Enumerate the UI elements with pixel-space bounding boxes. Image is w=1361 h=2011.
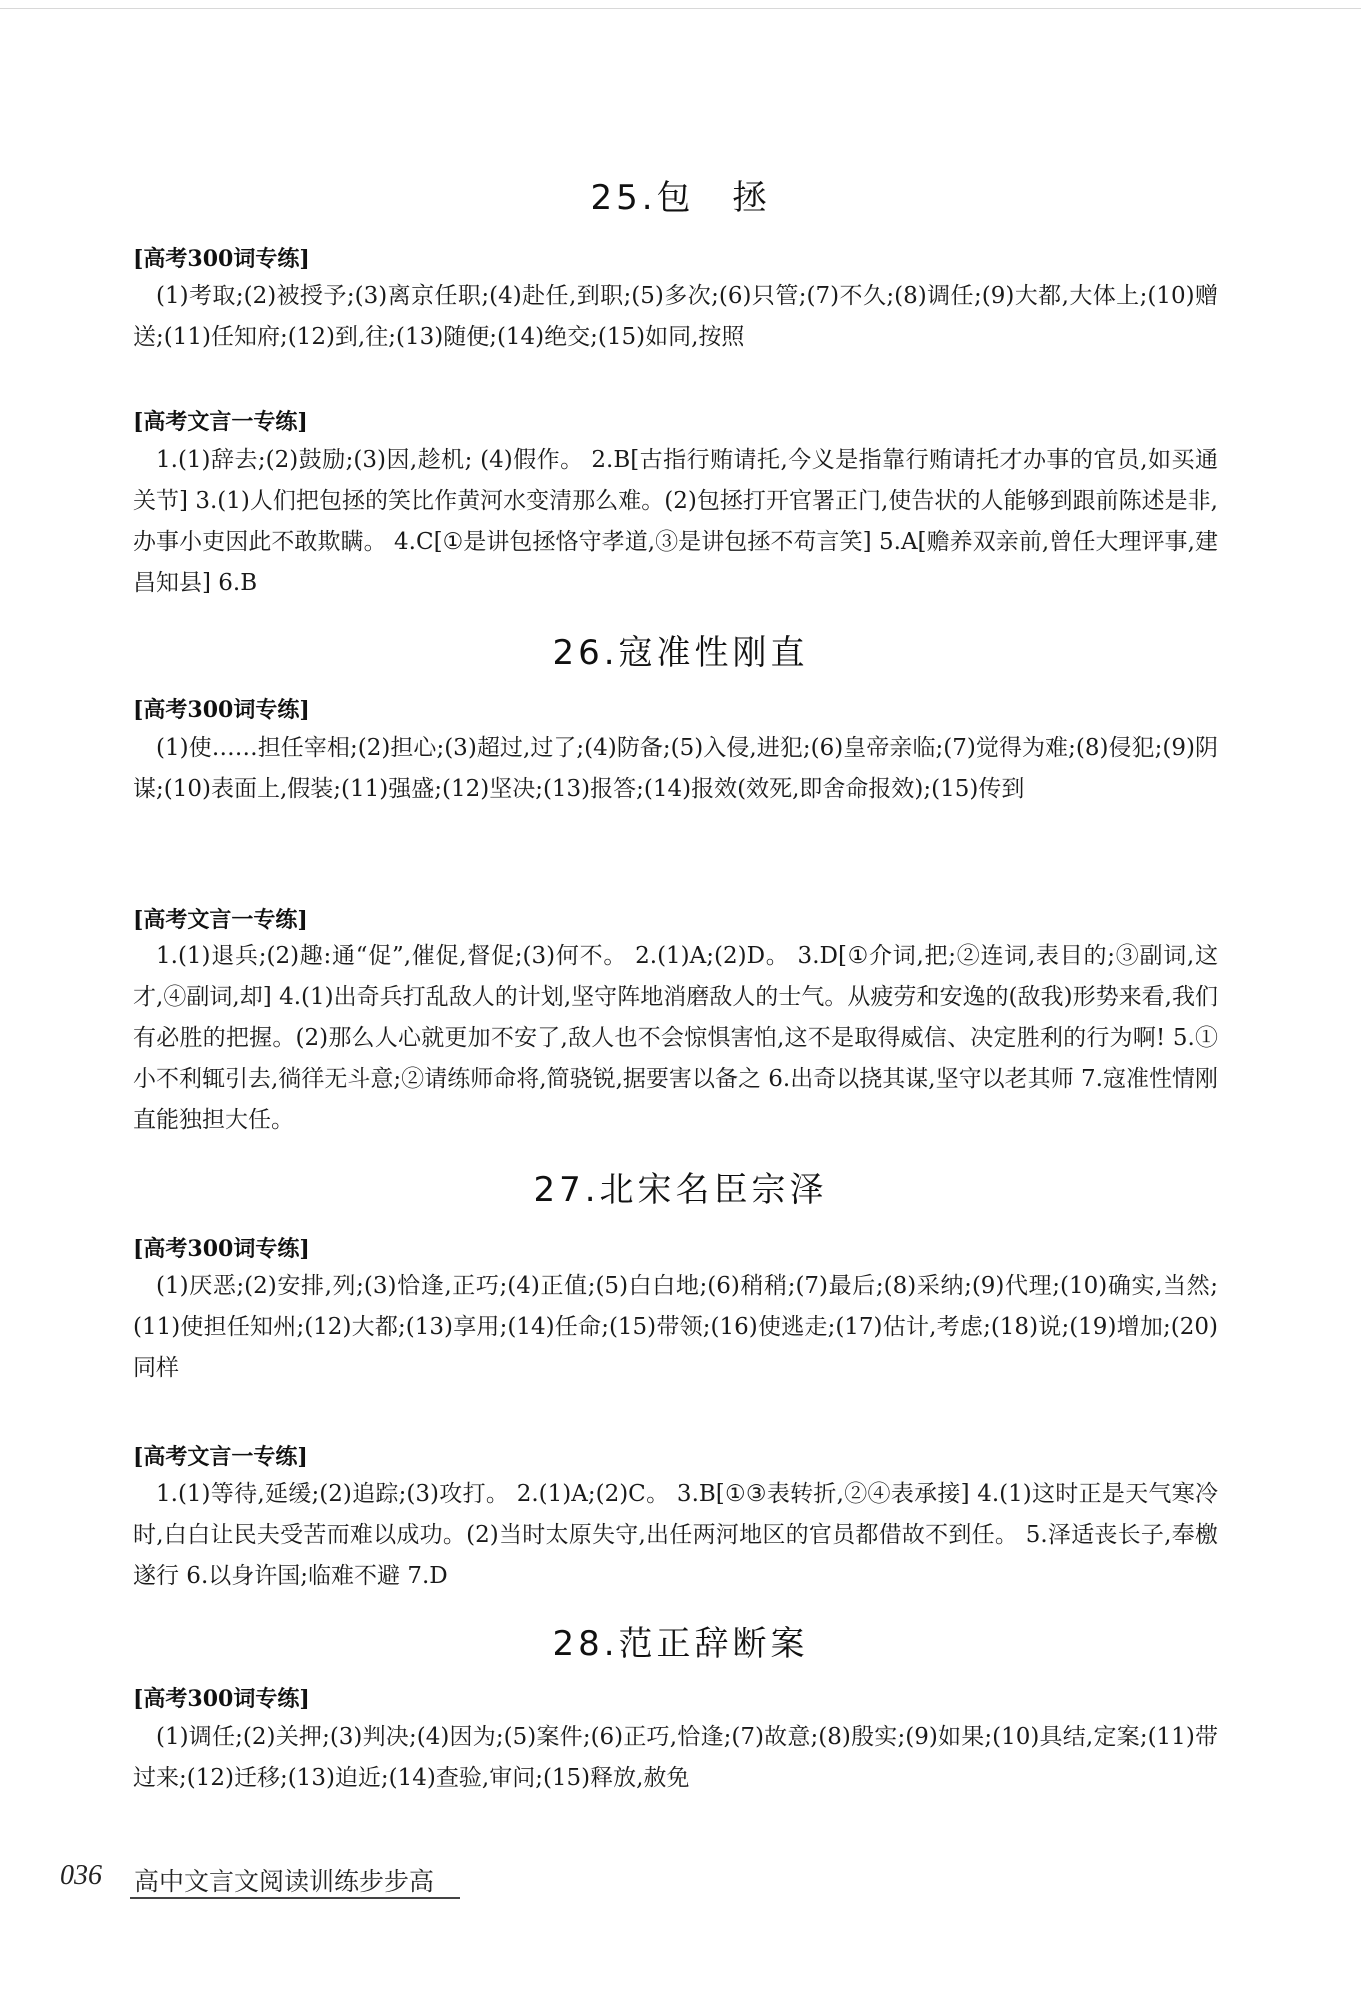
vocab-label: [高考300词专练]	[133, 246, 310, 272]
exercise-label: [高考文言一专练]	[133, 907, 308, 933]
vocab-answers: (1)厌恶;(2)安排,列;(3)恰逢,正巧;(4)正值;(5)白白地;(6)稍稍;(7)最后;(8)采纳;(9)代理;(10)确实,当然;(11)使担任知州;(12)大都;(13)享用;(14)任命;(15)带领;(16)使逃走;(17)估计,考虑;(18)说;(19)增加;(20)同样	[133, 1273, 1218, 1381]
top-rule	[0, 8, 1361, 9]
page-number: 036	[60, 1860, 102, 1891]
vocab-text	[133, 728, 1218, 810]
vocab-label: [高考300词专练]	[133, 1236, 310, 1262]
vocab-text	[133, 276, 1218, 358]
exercise-label: [高考文言一专练]	[133, 1444, 308, 1470]
footer-rule	[130, 1897, 460, 1899]
vocab-label: [高考300词专练]	[133, 697, 310, 723]
section-title: 25.包 拯	[590, 178, 771, 218]
footer-title: 高中文言文阅读训练步步高	[134, 1867, 435, 1896]
exercise-answers: 1.(1)退兵;(2)趣:通“促”,催促,督促;(3)何不。 2.(1)A;(2)D。 3.D[①介词,把;②连词,表目的;③副词,这才,④副词,却] 4.(1)出奇兵打乱敌人的计划,坚守阵地消磨敌人的士气。从疲劳和安逸的(敌我)形势来看,我们有必胜的把握。(2)那么人心就更加不安了,敌人也不会惊惧害怕,这不是取得威信、决定胜利的行为啊! 5.①小不利辄引去,徜徉无斗意;②请练师命将,简骁锐,据要害以备之 6.出奇以挠其谋,坚守以老其师 7.寇准性情刚直能独担大任。	[133, 943, 1218, 1133]
vocab-answers: (1)考取;(2)被授予;(3)离京任职;(4)赴任,到职;(5)多次;(6)只管;(7)不久;(8)调任;(9)大都,大体上;(10)赠送;(11)任知府;(12)到,往;(13)随便;(14)绝交;(15)如同,按照	[133, 283, 1218, 350]
exercise-text	[133, 1474, 1218, 1597]
section-title: 26.寇准性刚直	[552, 633, 809, 673]
vocab-label: [高考300词专练]	[133, 1686, 310, 1712]
vocab-text	[133, 1717, 1218, 1799]
vocab-answers: (1)使……担任宰相;(2)担心;(3)超过,过了;(4)防备;(5)入侵,进犯;(6)皇帝亲临;(7)觉得为难;(8)侵犯;(9)阴谋;(10)表面上,假装;(11)强盛;(12)坚决;(13)报答;(14)报效(效死,即舍命报效);(15)传到	[133, 735, 1218, 802]
exercise-text	[133, 936, 1218, 1141]
exercise-text	[133, 440, 1218, 604]
section-title: 27.北宋名臣宗泽	[533, 1170, 828, 1210]
section-title: 28.范正辞断案	[552, 1624, 809, 1664]
exercise-answers: 1.(1)辞去;(2)鼓励;(3)因,趁机; (4)假作。 2.B[古指行贿请托,今义是指靠行贿请托才办事的官员,如买通关节] 3.(1)人们把包拯的笑比作黄河水变清那么难。(2)包拯打开官署正门,使告状的人能够到跟前陈述是非,办事小吏因此不敢欺瞒。 4.C[①是讲包拯恪守孝道,③是讲包拯不苟言笑] 5.A[赡养双亲前,曾任大理评事,建昌知县] 6.B	[133, 447, 1218, 596]
exercise-label: [高考文言一专练]	[133, 409, 308, 435]
exercise-answers: 1.(1)等待,延缓;(2)追踪;(3)攻打。 2.(1)A;(2)C。 3.B[①③表转折,②④表承接] 4.(1)这时正是天气寒冷时,白白让民夫受苦而难以成功。(2)当时太原失守,出任两河地区的官员都借故不到任。 5.泽适丧长子,奉檄遂行 6.以身许国;临难不避 7.D	[133, 1481, 1218, 1589]
vocab-text	[133, 1266, 1218, 1389]
vocab-answers: (1)调任;(2)关押;(3)判决;(4)因为;(5)案件;(6)正巧,恰逢;(7)故意;(8)殷实;(9)如果;(10)具结,定案;(11)带过来;(12)迁移;(13)迫近;(14)查验,审问;(15)释放,赦免	[133, 1724, 1218, 1791]
